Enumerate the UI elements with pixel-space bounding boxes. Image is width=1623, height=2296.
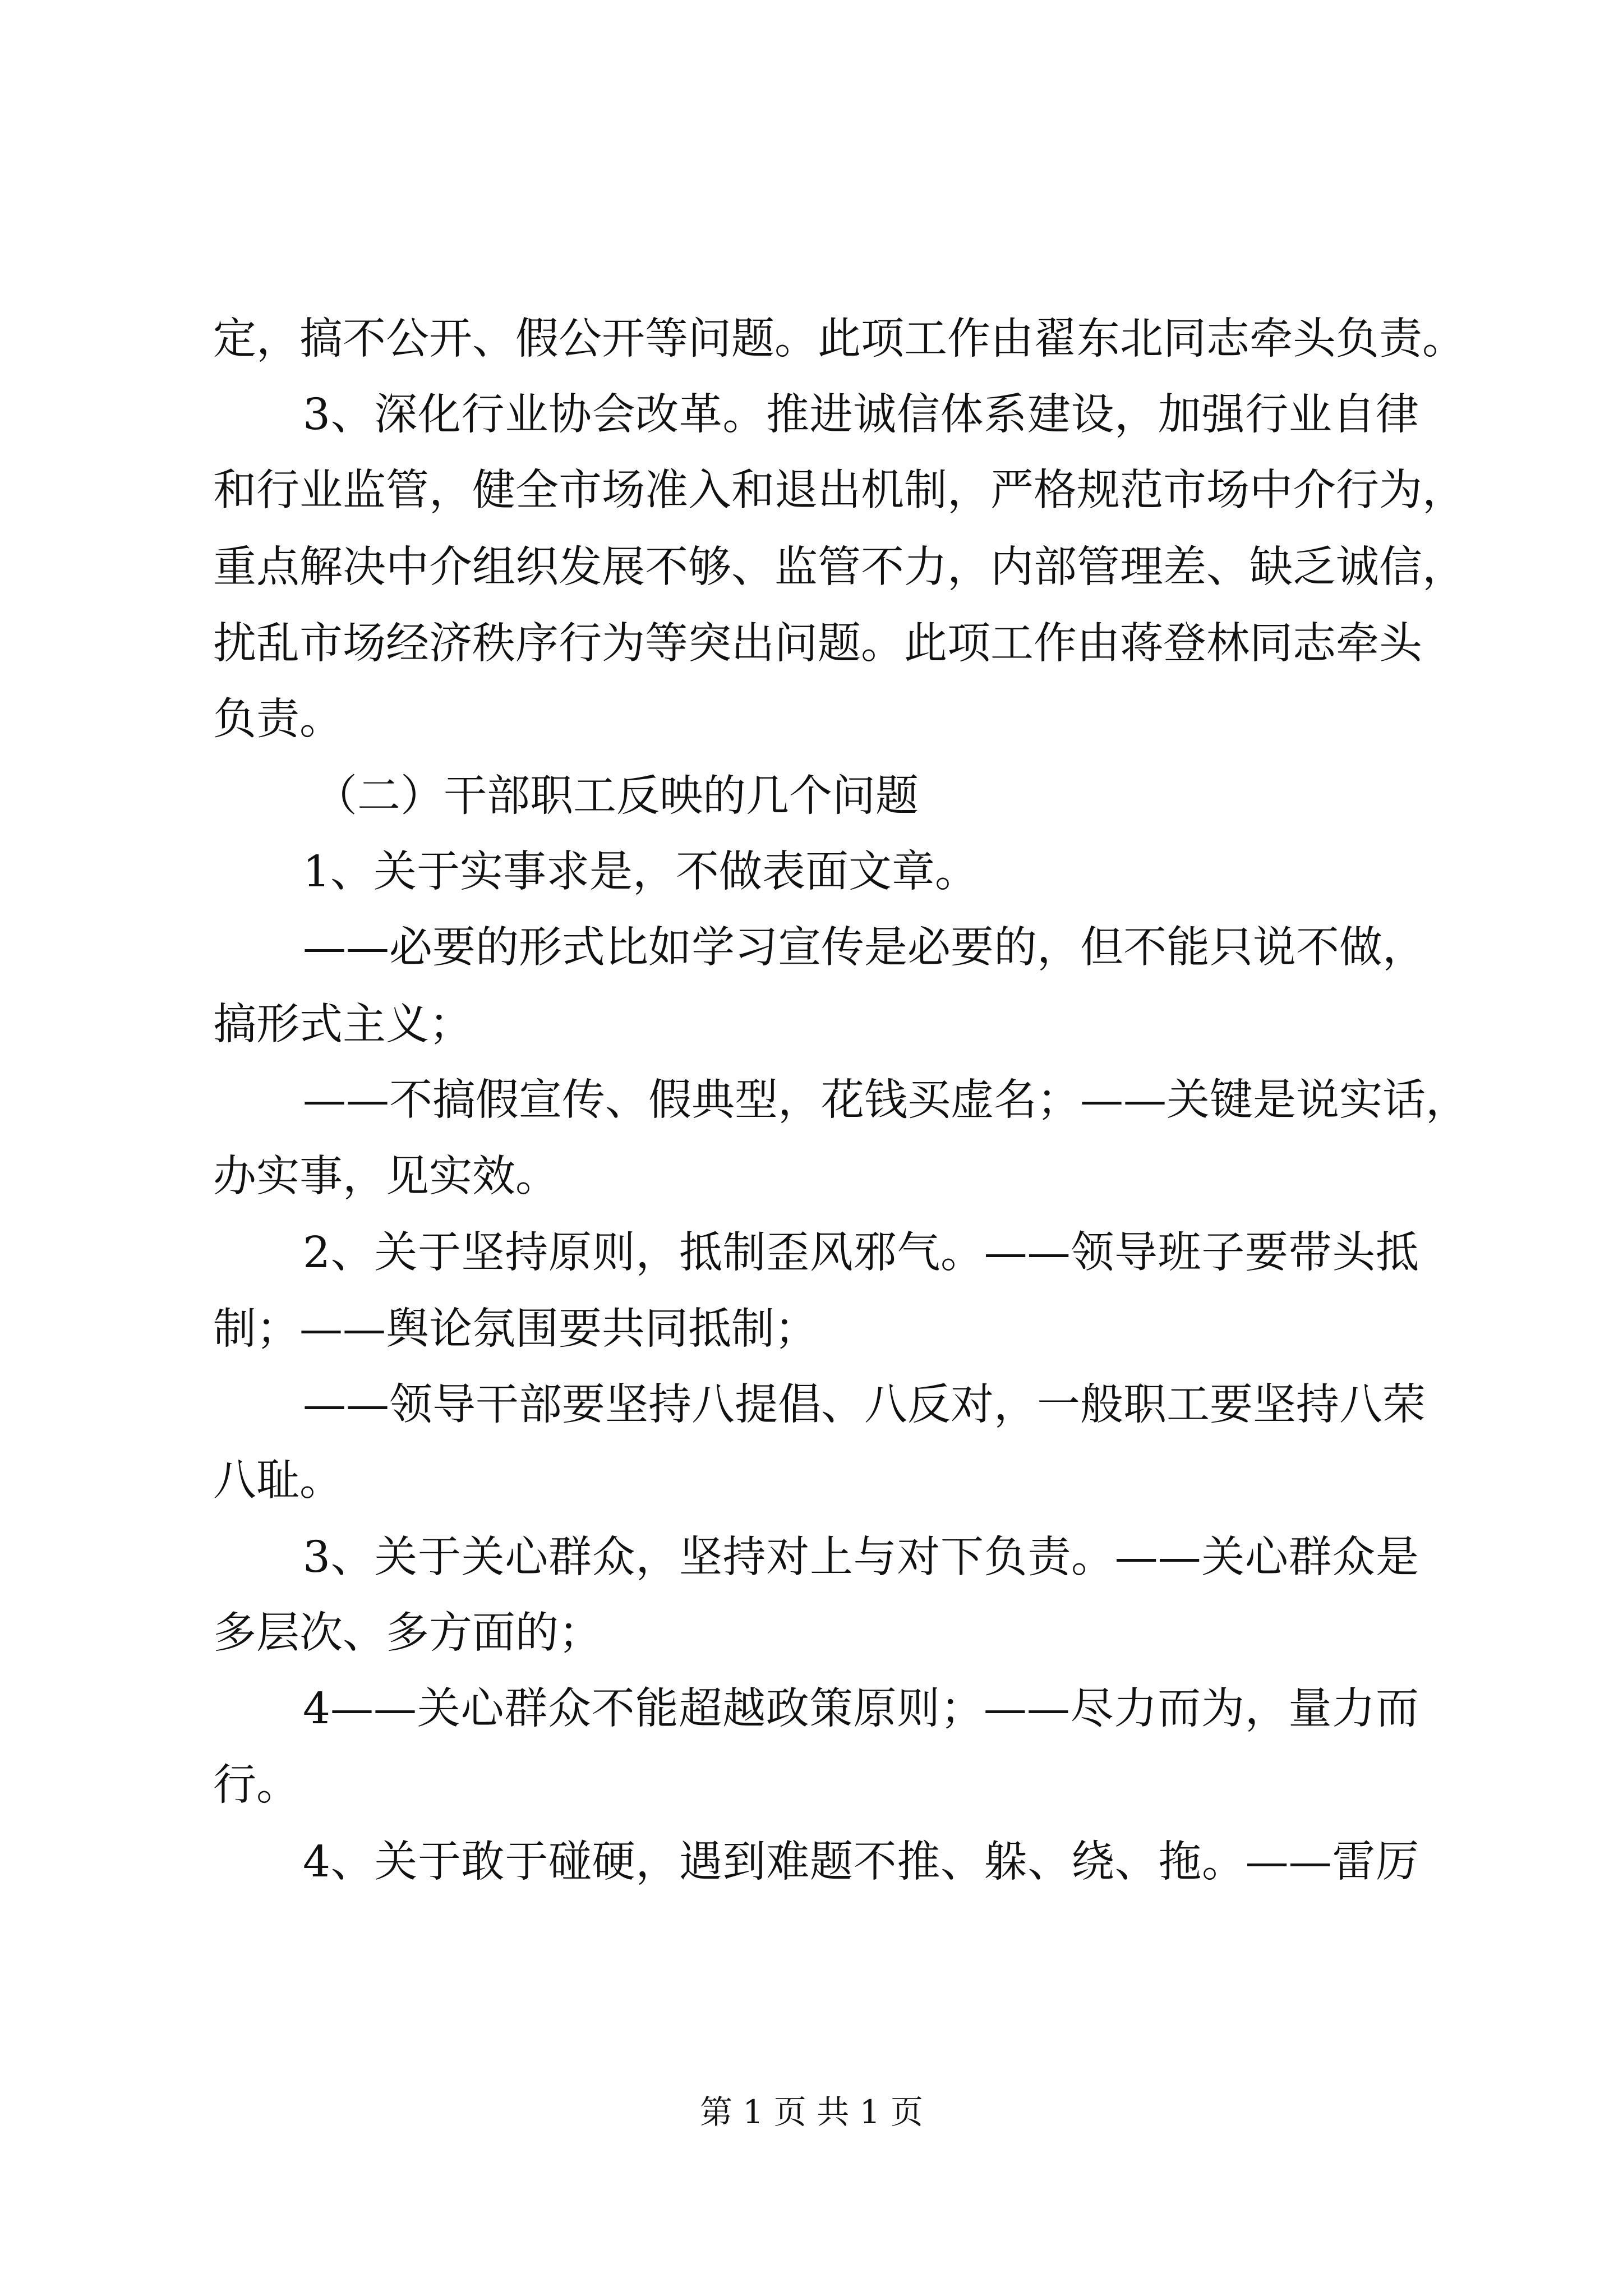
text-line: 负责。: [213, 694, 343, 744]
text-line: 重点解决中介组织发展不够、监管不力，内部管理差、缺乏诚信，: [213, 542, 1465, 592]
text-line: 扰乱市场经济秩序行为等突出问题。此项工作由蒋登林同志牵头: [213, 619, 1422, 669]
text-line: 4、关于敢于碰硬，遇到难题不推、躲、绕、拖。——雷厉: [303, 1837, 1419, 1887]
text-line: 3、关于关心群众，坚持对上与对下负责。——关心群众是: [303, 1533, 1419, 1582]
text-line: 搞形式主义；: [213, 1000, 472, 1050]
text-line: 行。: [213, 1760, 299, 1810]
text-line: 多层次、多方面的；: [213, 1608, 602, 1658]
text-line: 1、关于实事求是，不做表面文章。: [303, 847, 978, 897]
text-line: 2、关于坚持原则，抵制歪风邪气。——领导班子要带头抵: [303, 1228, 1419, 1278]
page-footer: 第 1 页 共 1 页: [700, 2093, 923, 2131]
text-line: ——必要的形式比如学习宣传是必要的，但不能只说不做，: [303, 923, 1426, 973]
text-line: 3、深化行业协会改革。推进诚信体系建设，加强行业自律: [303, 390, 1419, 440]
text-line: ——不搞假宣传、假典型，花钱买虚名；——关键是说实话，: [303, 1075, 1469, 1125]
text-line: 定，搞不公开、假公开等问题。此项工作由翟东北同志牵头负责。: [213, 314, 1465, 364]
text-line: 和行业监管，健全市场准入和退出机制，严格规范市场中介行为，: [213, 466, 1465, 516]
text-line: 八耻。: [213, 1456, 343, 1506]
text-line: 制；——舆论氛围要共同抵制；: [213, 1304, 818, 1354]
text-line: 办实事，见实效。: [213, 1152, 559, 1202]
text-line: ——领导干部要坚持八提倡、八反对，一般职工要坚持八荣: [303, 1380, 1426, 1430]
text-line: 4——关心群众不能超越政策原则；——尽力而为，量力而: [303, 1684, 1419, 1734]
section-heading: （二）干部职工反映的几个问题: [314, 771, 919, 821]
